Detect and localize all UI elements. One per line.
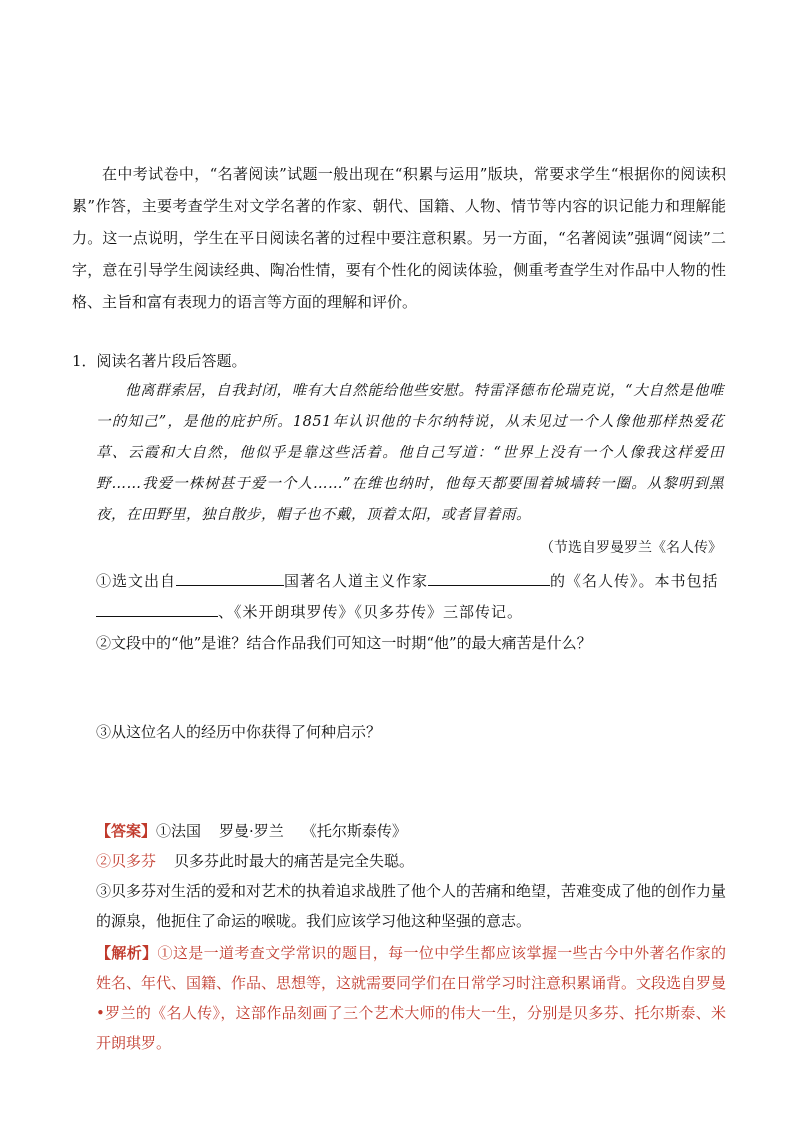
excerpt-passage: 他离群索居，自我封闭，唯有大自然能给他些安慰。特雷泽德布伦瑞克说，“大自然是他唯一的知己”，是他的庇护所。1851年认识他的卡尔纳特说，从未见过一个人像他那样热爱花草、云霞和大自然，他似乎是靠这些活着。他自己写道：“世界上没有一个人像我这样爱田野……我爱一株树甚于爱一个人……”在维也纳时，他每天都要围着城墙转一圈。从黎明到黑夜，在田野里，独自散步，帽子也不戴，顶着太阳，或者冒着雨。 <box>96 383 724 523</box>
analysis-tag: 【解析】 <box>96 944 158 962</box>
answer-block <box>96 816 726 936</box>
analysis-block <box>96 938 726 1058</box>
answer-tag: 【答案】 <box>96 822 157 840</box>
excerpt-source: （节选自罗曼罗兰《名人传》 <box>540 540 722 556</box>
blank-author[interactable] <box>428 567 550 586</box>
answer-line-1 <box>96 816 726 846</box>
sub-question-1 <box>96 566 726 628</box>
answer-1-country: ①法国 <box>156 822 202 840</box>
answer-line-3: ③贝多芬对生活的爱和对艺术的执着追求战胜了他个人的苦痛和绝望，苦难变成了他的创作力量的源泉，他扼住了命运的喉咙。我们应该学习他这种坚强的意志。 <box>96 882 727 930</box>
blank-country[interactable] <box>176 567 284 586</box>
answer-line-2 <box>96 846 726 876</box>
answer-2-text: 贝多芬此时最大的痛苦是完全失聪。 <box>174 852 415 870</box>
answer-1-book: 《托尔斯泰传》 <box>301 822 407 840</box>
sub1-part-d: 、《米开朗琪罗传》《贝多芬传》三部传记。 <box>218 603 524 621</box>
intro-paragraph: 在中考试卷中，“名著阅读”试题一般出现在“积累与运用”版块，常要求学生“根据你的阅读积累”作答，主要考查学生对文学名著的作家、朝代、国籍、人物、情节等内容的识记能力和理解能力。这一点说明，学生在平日阅读名著的过程中要注意积累。另一方面，“名著阅读”强调“阅读”二字，意在引导学生阅读经典、陶冶性情，要有个性化的阅读体验，侧重考查学生对作品中人物的性格、主旨和富有表现力的语言等方面的理解和评价。 <box>72 165 726 311</box>
sub1-part-a: ①选文出自 <box>96 572 177 590</box>
answer-2-name: ②贝多芬 <box>96 852 157 870</box>
question-title: 1．阅读名著片段后答题。 <box>72 352 247 370</box>
blank-biography[interactable] <box>96 598 218 617</box>
sub-question-2: ②文段中的“他”是谁？结合作品我们可知这一时期“他”的最大痛苦是什么？ <box>96 634 592 652</box>
analysis-text: ①这是一道考查文学常识的题目，每一位中学生都应该掌握一些古今中外著名作家的姓名、年代、国籍、作品、思想等，这就需要同学们在日常学习时注意积累诵背。文段选自罗曼•罗兰的《名人传》，这部作品刻画了三个艺术大师的伟大一生，分别是贝多芬、托尔斯泰、米开朗琪罗。 <box>96 944 727 1052</box>
answer-1-author: 罗曼·罗兰 <box>219 822 284 840</box>
sub1-part-c: 的《名人传》。本书包括 <box>550 572 719 590</box>
sub-question-3: ③从这位名人的经历中你获得了何种启示？ <box>96 723 382 741</box>
sub1-part-b: 国著名人道主义作家 <box>284 572 429 590</box>
